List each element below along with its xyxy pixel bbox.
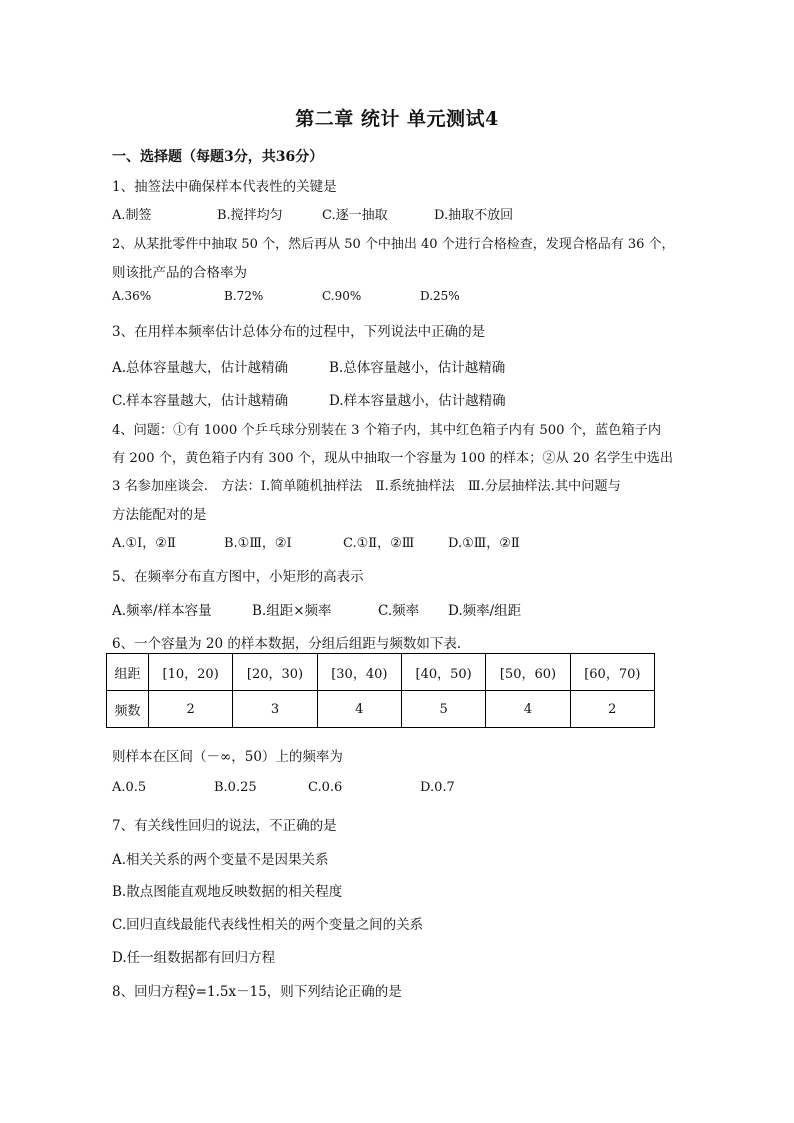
question-8-stem: 8、回归方程ŷ=1.5x－15，则下列结论正确的是 [112, 984, 402, 1000]
table-cell-interval: [40，50) [401, 654, 485, 691]
q4-option-d: D.①Ⅲ，②Ⅱ [448, 536, 520, 551]
q3-option-d: D.样本容量越小，估计越精确 [329, 393, 506, 409]
table-cell-count: 2 [149, 691, 233, 728]
q2-option-d: D.25% [420, 289, 460, 303]
question-7-stem: 7、有关线性回归的说法，不正确的是 [112, 818, 337, 834]
table-row-header-count: 频数 [107, 691, 149, 728]
table-cell-interval: [10，20) [149, 654, 233, 691]
question-4-stem-line3: 3 名参加座谈会. 方法：Ⅰ.简单随机抽样法 Ⅱ.系统抽样法 Ⅲ.分层抽样法.其中问题与 [112, 479, 621, 494]
page-title: 第二章 统计 单元测试4 [295, 108, 499, 130]
section-heading: 一、选择题（每题3分，共36分） [112, 149, 324, 165]
question-6-followup: 则样本在区间（－∞，50）上的频率为 [112, 749, 343, 765]
table-cell-interval: [20，30) [233, 654, 317, 691]
question-4-stem-line2: 有 200 个，黄色箱子内有 300 个，现从中抽取一个容量为 100 的样本；②从 20 名学生中选出 [112, 451, 674, 466]
q6-option-c: C.0.6 [308, 780, 343, 795]
table-cell-count: 4 [486, 691, 570, 728]
question-3-stem: 3、在用样本频率估计总体分布的过程中，下列说法中正确的是 [112, 324, 486, 340]
q1-option-b: B.搅拌均匀 [217, 208, 283, 223]
q2-option-a: A.36% [112, 289, 152, 303]
question-2-stem-line2: 则该批产品的合格率为 [112, 265, 247, 281]
q4-option-c: C.①Ⅱ，②Ⅲ [343, 536, 415, 551]
q7-option-d: D.任一组数据都有回归方程 [112, 950, 276, 966]
table-cell-interval: [50，60) [486, 654, 570, 691]
frequency-table [106, 653, 655, 728]
question-4-stem-line4: 方法能配对的是 [112, 507, 207, 523]
q3-option-b: B.总体容量越小，估计越精确 [329, 360, 506, 376]
question-4-stem-line1: 4、问题：①有 1000 个乒乓球分别装在 3 个箱子内，其中红色箱子内有 500 个，蓝色箱子内 [112, 423, 662, 438]
q5-option-c: C.频率 [378, 603, 420, 619]
table-cell-count: 5 [401, 691, 485, 728]
q4-option-b: B.①Ⅲ，②Ⅰ [224, 536, 292, 551]
q6-option-d: D.0.7 [420, 780, 455, 795]
table-row-intervals [107, 654, 655, 691]
q2-option-c: C.90% [322, 289, 362, 303]
q1-option-d: D.抽取不放回 [434, 208, 514, 223]
table-cell-count: 4 [317, 691, 401, 728]
table-row-header-interval: 组距 [107, 654, 149, 691]
table-cell-interval: [60，70) [570, 654, 654, 691]
q5-option-b: B.组距×频率 [252, 603, 332, 619]
q1-option-a: A.制签 [112, 208, 152, 223]
q7-option-b: B.散点图能直观地反映数据的相关程度 [112, 884, 343, 900]
question-2-stem-line1: 2、从某批零件中抽取 50 个，然后再从 50 个中抽出 40 个进行合格检查，发现合格品有 36 个， [112, 237, 675, 252]
q3-option-a: A.总体容量越大，估计越精确 [112, 360, 289, 376]
q5-option-d: D.频率/组距 [448, 603, 522, 619]
q2-option-b: B.72% [224, 289, 264, 303]
question-5-stem: 5、在频率分布直方图中，小矩形的高表示 [112, 569, 364, 585]
table-cell-count: 3 [233, 691, 317, 728]
question-1-stem: 1、抽签法中确保样本代表性的关键是 [112, 179, 337, 195]
q4-option-a: A.①Ⅰ，②Ⅱ [112, 536, 176, 551]
q6-option-a: A.0.5 [112, 780, 147, 795]
table-cell-count: 2 [570, 691, 654, 728]
table-row-counts [107, 691, 655, 728]
table-cell-interval: [30，40) [317, 654, 401, 691]
q7-option-c: C.回归直线最能代表线性相关的两个变量之间的关系 [112, 917, 424, 933]
question-6-stem: 6、一个容量为 20 的样本数据，分组后组距与频数如下表. [112, 636, 462, 652]
q6-option-b: B.0.25 [214, 780, 257, 795]
q7-option-a: A.相关关系的两个变量不是因果关系 [112, 852, 329, 868]
q3-option-c: C.样本容量越大，估计越精确 [112, 393, 289, 409]
q5-option-a: A.频率/样本容量 [112, 603, 212, 619]
q1-option-c: C.逐一抽取 [322, 208, 388, 223]
